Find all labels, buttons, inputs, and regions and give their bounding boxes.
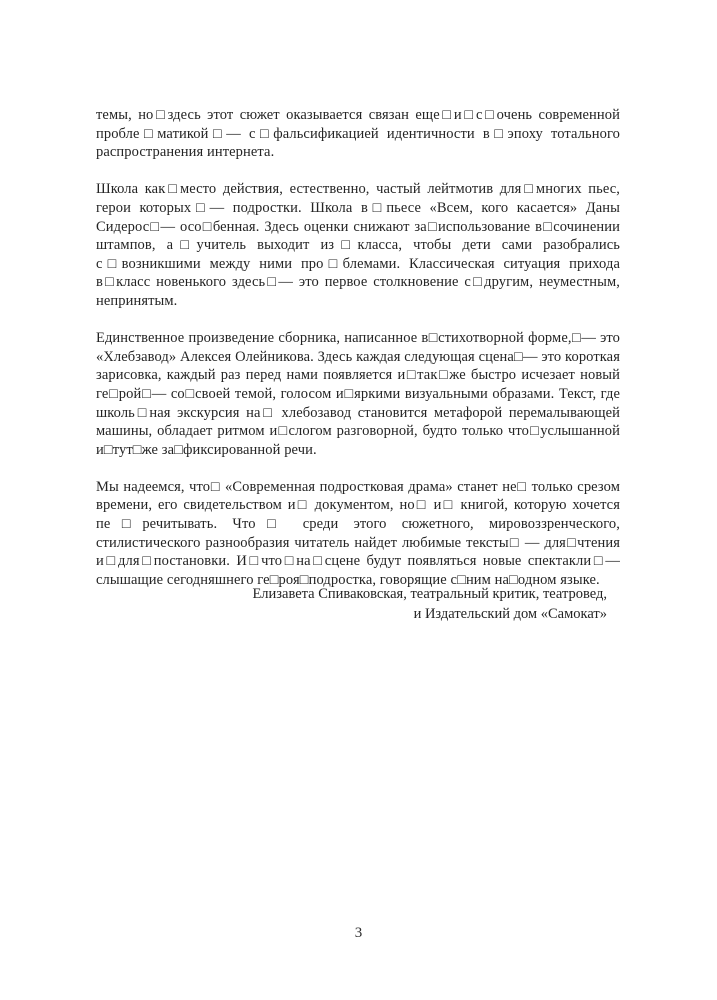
text-block bbox=[96, 106, 620, 608]
signature-block bbox=[252, 585, 607, 624]
signature-line-author: Елизавета Спиваковская, театральный критик, театровед, bbox=[252, 586, 607, 602]
paragraph-2: Школа как□место действия, естественно, частый лейтмотив для□многих пьес, герои которых□— подростки. Школа в□пьесе «Всем, кого касается» Даны Сидерос□— осо□бенная. Здесь оценки снижают за□использование в□сочинении штампов, а□учитель выходит из□класса, чтобы дети сами разобрались с□возникшими между ними про□блемами. Классическая ситуация прихода в□класс новенького здесь□— это первое столкновение с□другим, неуместным, непринятым. bbox=[96, 181, 620, 309]
paragraph-3: Единственное произведение сборника, написанное в□стихотворной форме,□— это «Хлебзавод» Алексея Олейникова. Здесь каждая следующая сцена□— это короткая зарисовка, каждый раз перед нами появляется и□так□же быстро исчезает новый ге□рой□— со□своей темой, голосом и□яркими визуальными образами. Текст, где школь□ная экскурсия на□ хлебозавод становится метафорой перемалывающей машины, обладает ритмом и□слогом разговорной, будто только что□услышанной и□тут□же за□фиксированной речи. bbox=[96, 330, 620, 458]
page-number: 3 bbox=[354, 925, 363, 941]
paragraph-4: Мы надеемся, что□ «Современная подростковая драма» станет не□ только срезом времени, его свидетельством и□ документом, но□ и□ книгой, которую хочется пе□речитывать. Что□ среди этого сюжетного, мировоззренческого, стилистического разнообразия читатель найдет любимые тексты□ — для□чтения и□для□постановки. И□что□на□сцене будут появляться новые спектакли□— слышащие сегодняшнего ге□роя□подростка, говорящие с□ним на□одном языке. bbox=[96, 478, 620, 588]
paragraph-1: темы, но□здесь этот сюжет оказывается связан еще□и□с□очень современной пробле□матикой□— с□фальсификацией идентичности в□эпоху тотального распространения интернета. bbox=[96, 107, 620, 161]
signature-line-publisher: и Издательский дом «Самокат» bbox=[413, 605, 607, 622]
